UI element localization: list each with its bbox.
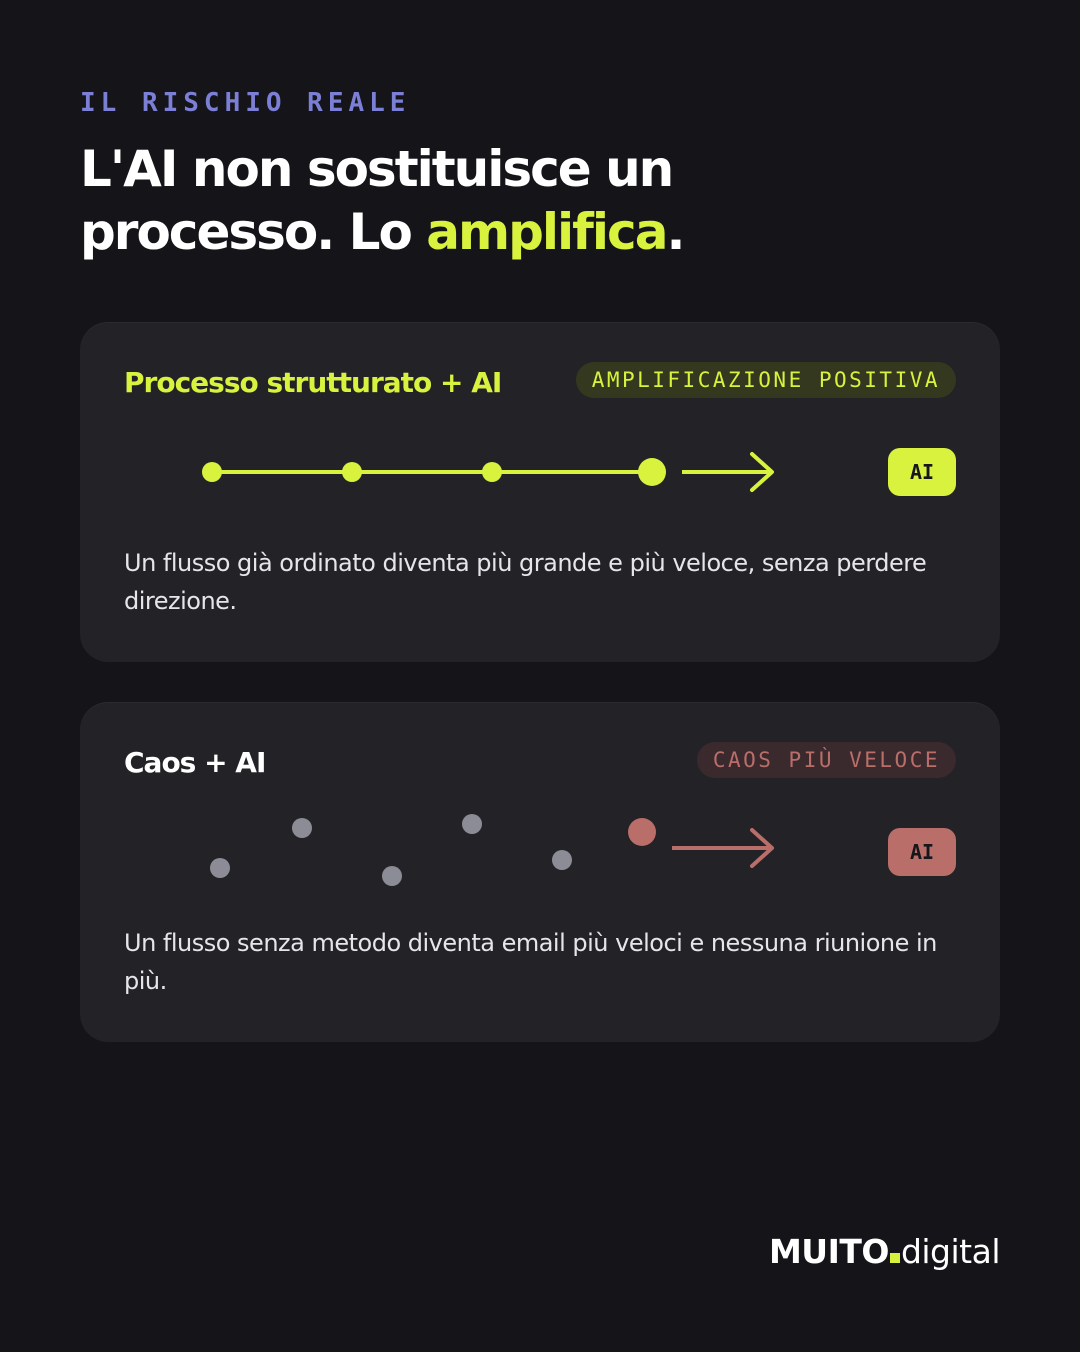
status-tag: AMPLIFICAZIONE POSITIVA [576,362,956,398]
card-description: Un flusso senza metodo diventa email più veloci e nessuna riunione in più. [124,929,937,995]
brand-logo-left: MUITO [768,1232,889,1271]
card-description: Un flusso già ordinato diventa più grande e più veloce, senza perdere direzione. [124,549,927,615]
ai-badge: AI [888,828,956,876]
card-title: Processo strutturato + AI [124,366,502,399]
headline-line-2-suffix: . [666,203,684,261]
headline-line-2-prefix: processo. Lo [80,203,427,261]
brand-logo [769,1232,1000,1271]
card-title: Caos + AI [124,746,266,779]
headline-line-1: L'AI non sostituisce un [80,140,673,198]
status-tag: CAOS PIÙ VELOCE [697,742,956,778]
brand-logo-right: digital [900,1232,1000,1271]
headline [80,138,1000,264]
brand-square-icon [890,1253,900,1263]
headline-line-2 [80,201,1000,264]
eyebrow-label: IL RISCHIO REALE [80,88,411,118]
chaos-card [80,702,1000,1042]
headline-highlight: amplifica [426,203,667,261]
structured-process-card [80,322,1000,662]
ai-badge: AI [888,448,956,496]
